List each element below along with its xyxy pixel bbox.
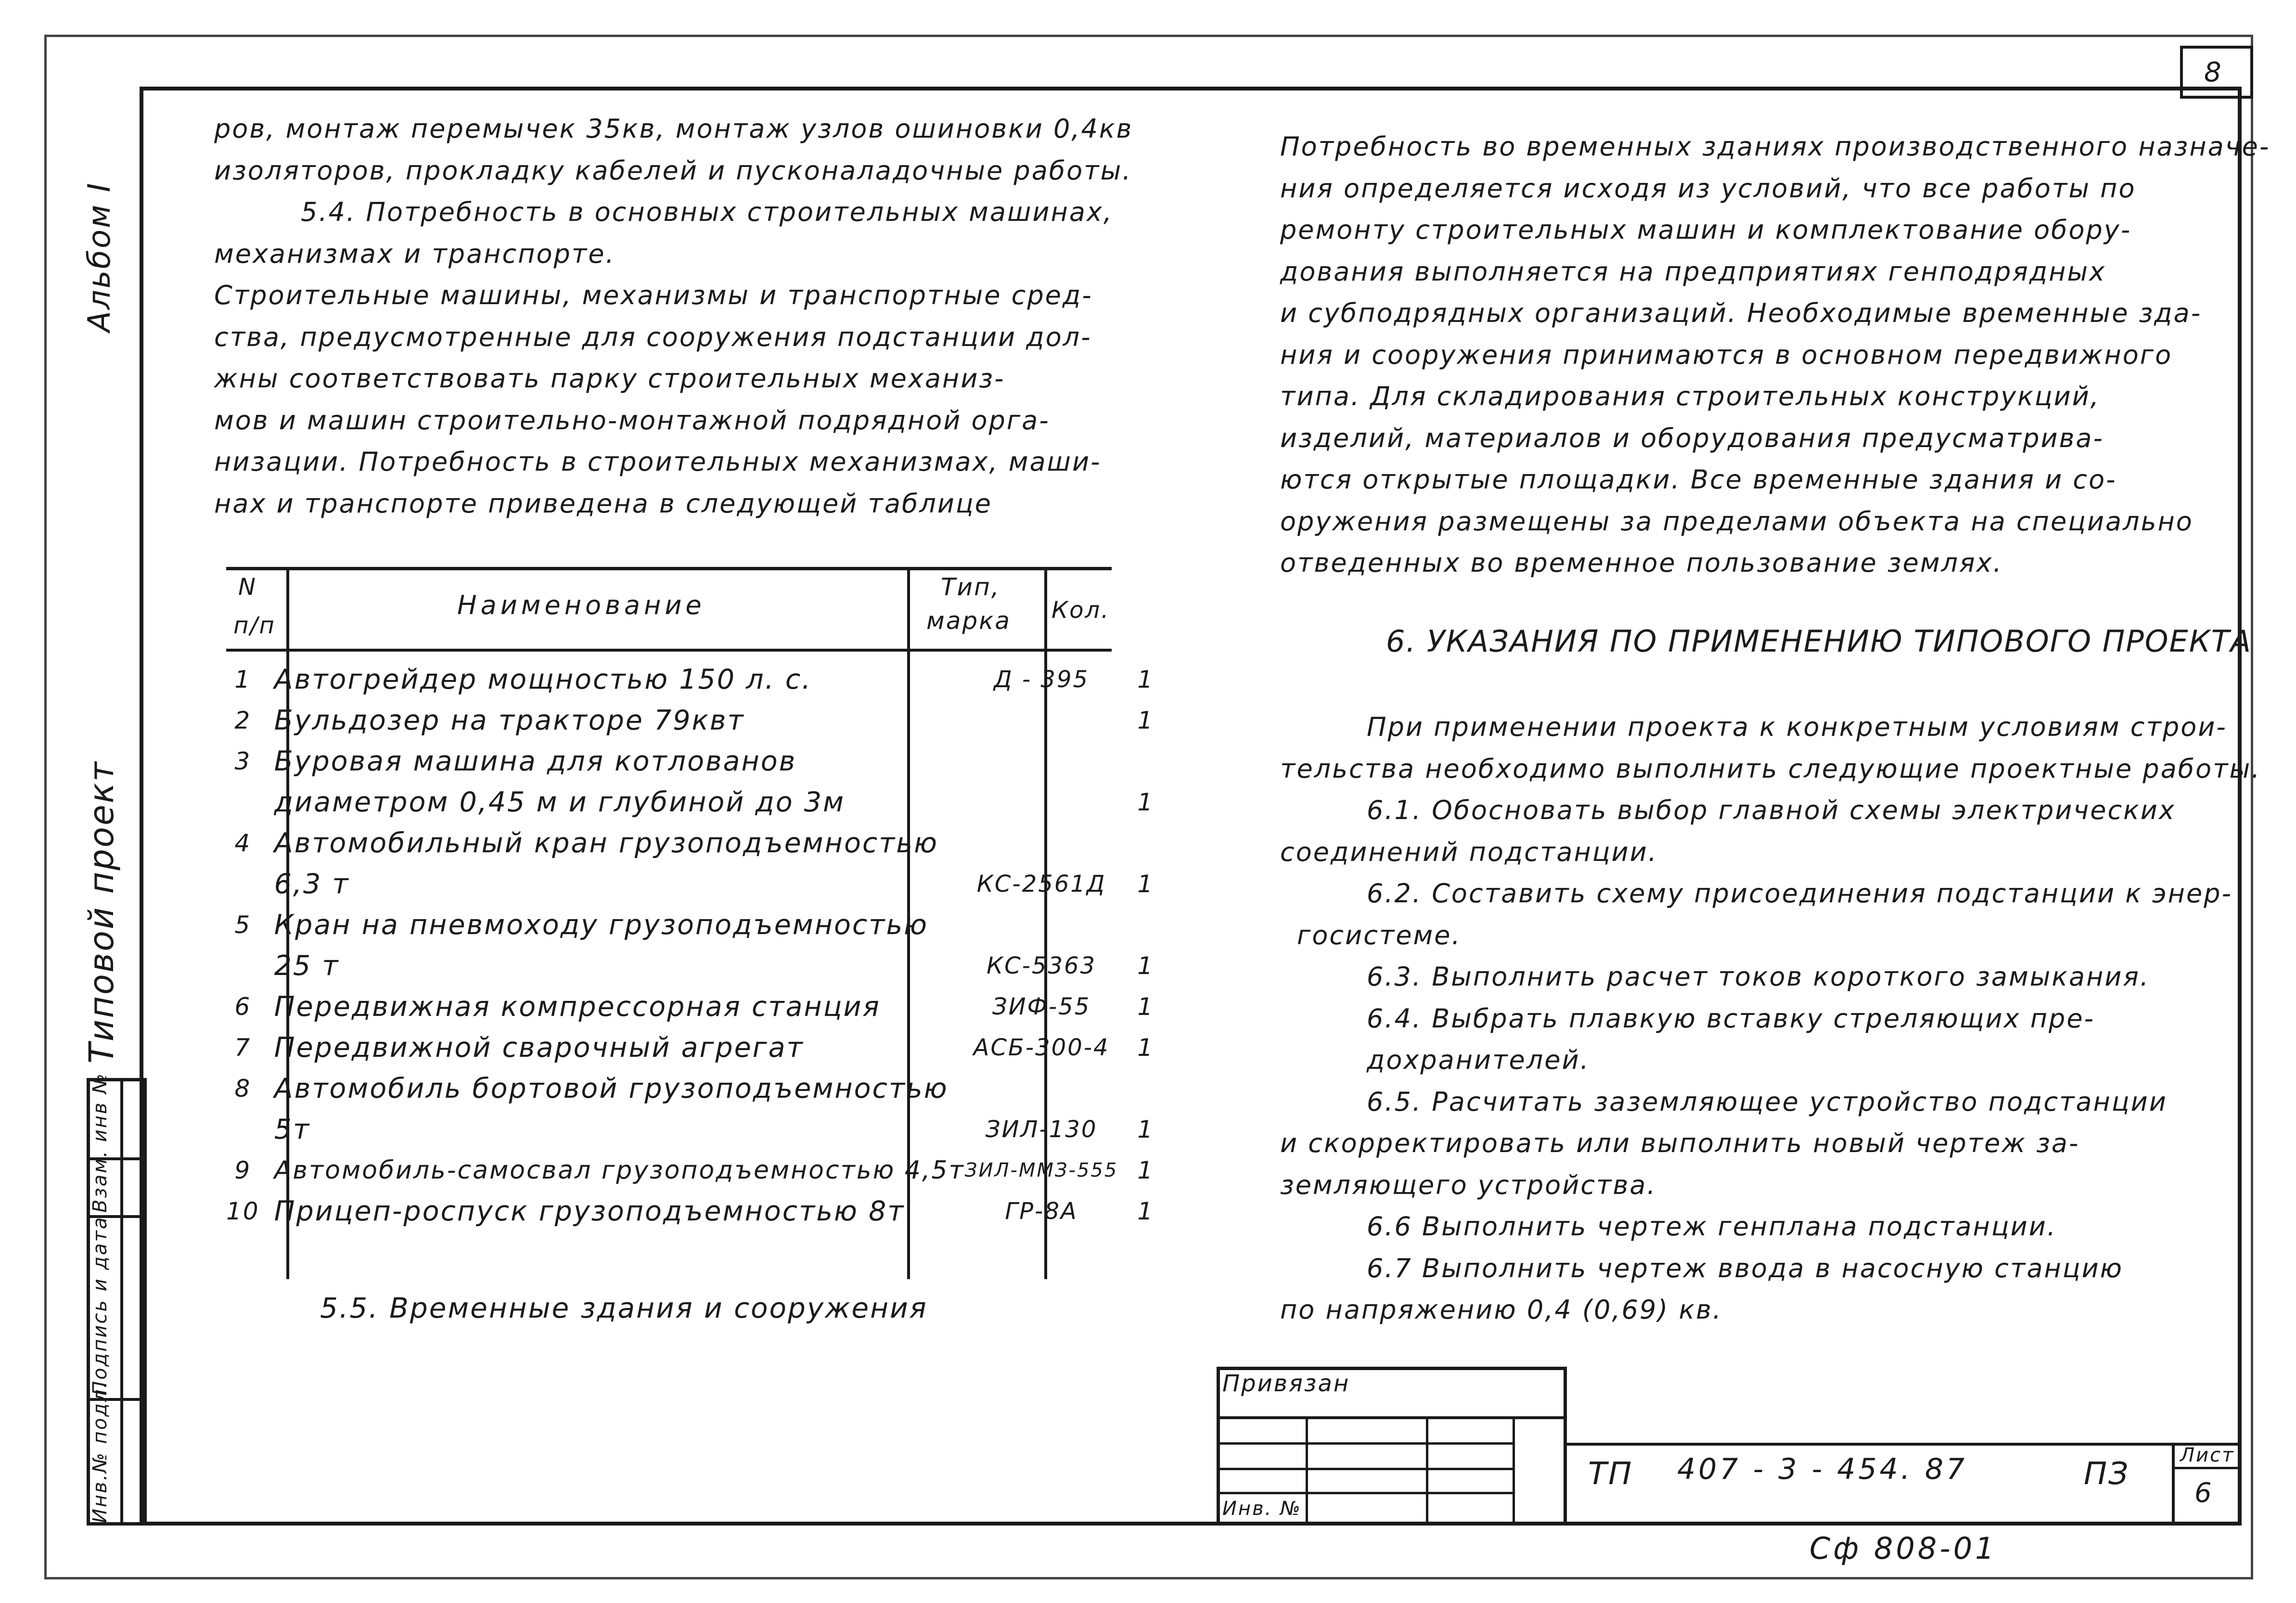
row-mark: ЗИЛ-130 — [985, 1116, 1098, 1143]
side-stamp-label-replace: Взам. инв № — [89, 1072, 111, 1213]
archive-code: Сф 808-01 — [1809, 1531, 1997, 1566]
equipment-table — [226, 659, 1154, 1232]
bound-stamp-rule — [1217, 1442, 1515, 1445]
row-qty: 1 — [1137, 706, 1154, 734]
row-mark: АСБ-300-4 — [973, 1034, 1110, 1061]
section-5-4-line: нах и транспорте приведена в следующей таблице — [214, 488, 992, 519]
temp-buildings-line: ются открытые площадки. Все временные здания и со- — [1280, 464, 2117, 495]
section-6-line: соединений подстанции. — [1280, 836, 1658, 867]
intro-line: изоляторов, прокладку кабелей и пусконаладочные работы. — [214, 155, 1132, 186]
temp-buildings-line: отведенных во временное пользование землях. — [1280, 548, 2003, 578]
row-name: Автомобильный кран грузоподъемностью — [274, 827, 938, 859]
temp-buildings-line: ния и сооружения принимаются в основном передвижного — [1280, 339, 2173, 370]
table-header-name: Наименование — [457, 590, 705, 620]
row-name: Бульдозер на тракторе 79квт — [274, 705, 745, 736]
sheet-box-divider — [2172, 1443, 2175, 1526]
row-mark — [965, 741, 1118, 782]
right-column-temp-buildings — [1280, 126, 2270, 584]
table-row — [226, 659, 1154, 700]
row-mark: КС-2561Д — [976, 871, 1106, 898]
row-name-cont: 5т — [274, 1114, 311, 1145]
table-row — [226, 823, 1154, 864]
table-row-cont — [226, 782, 1154, 823]
table-row — [226, 1068, 1154, 1109]
row-num: 8 — [234, 1075, 252, 1103]
bound-stamp-rule — [1217, 1468, 1515, 1470]
section-6-line: 6.4. Выбрать плавкую вставку стреляющих пре- — [1367, 1003, 2095, 1034]
intro-line: ров, монтаж перемычек 35кв, монтаж узлов ошиновки 0,4кв — [214, 114, 1133, 144]
row-num: 4 — [234, 829, 252, 857]
row-mark — [965, 700, 1118, 741]
row-qty: 1 — [1137, 952, 1154, 980]
title-block-top-rule — [1567, 1443, 2242, 1446]
doc-code-prefix: ТП — [1588, 1456, 1633, 1492]
section-5-5-title: 5.5. Временные здания и сооружения — [320, 1292, 928, 1324]
row-name: Автомобиль-самосвал грузоподъемностью 4,5т — [274, 1156, 965, 1185]
section-6-line: 6.3. Выполнить расчет токов короткого замыкания. — [1367, 962, 2150, 992]
table-header-qty: Кол. — [1052, 597, 1110, 624]
row-qty: 1 — [1137, 1156, 1154, 1184]
table-row — [226, 1150, 1154, 1191]
section-6-line: тельства необходимо выполнить следующие проектные работы. — [1280, 753, 2261, 784]
row-num: 6 — [234, 993, 252, 1021]
row-mark: Д - 395 — [994, 666, 1090, 693]
section-6-line: госистеме. — [1297, 920, 1462, 950]
temp-buildings-line: изделий, материалов и оборудования предусматрива- — [1280, 423, 2104, 453]
section-6-line: 6.5. Расчитать заземляющее устройство подстанции — [1367, 1086, 2168, 1117]
temp-buildings-line: и субподрядных организаций. Необходимые временные зда- — [1280, 298, 2202, 328]
temp-buildings-line: ния определяется исходя из условий, что все работы по — [1280, 173, 2136, 204]
row-num: 10 — [226, 1197, 260, 1225]
row-mark — [965, 782, 1118, 823]
section-5-4-line: Строительные машины, механизмы и транспортные сред- — [214, 280, 1093, 310]
table-row — [226, 1027, 1154, 1068]
row-qty: 1 — [1137, 993, 1154, 1021]
table-row — [226, 1191, 1154, 1232]
table-header-num-1: N — [238, 574, 257, 601]
table-row — [226, 987, 1154, 1027]
sheet-number: 6 — [2194, 1477, 2213, 1509]
page-number: 8 — [2204, 57, 2223, 88]
inv-label: Инв. № — [1222, 1498, 1302, 1520]
table-row-cont — [226, 946, 1154, 987]
table-header-mark-1: Тип, — [941, 573, 1000, 601]
section-5-4-title: механизмах и транспорте. — [214, 238, 616, 269]
row-qty: 1 — [1137, 788, 1154, 816]
row-num: 2 — [234, 706, 252, 734]
bound-label: Привязан — [1222, 1370, 1350, 1397]
section-6-line: по напряжению 0,4 (0,69) кв. — [1280, 1295, 1723, 1325]
section-5-4-line: мов и машин строительно-монтажной подрядной орга- — [214, 405, 1050, 436]
row-num: 1 — [234, 666, 252, 693]
row-qty — [1118, 741, 1154, 782]
row-num: 9 — [234, 1156, 252, 1184]
album-label: Альбом I — [82, 181, 117, 332]
section-5-4-line: низации. Потребность в строительных механизмах, маши- — [214, 447, 1102, 477]
row-qty: 1 — [1137, 1116, 1154, 1143]
row-mark: ЗИФ-55 — [992, 993, 1091, 1020]
sheet-label: Лист — [2180, 1444, 2235, 1466]
table-header-num-2: п/п — [233, 612, 276, 639]
table-row — [226, 905, 1154, 946]
table-header-rule — [226, 649, 1112, 652]
temp-buildings-line: дования выполняется на предприятиях генподрядных — [1280, 256, 2106, 287]
side-stamp-divider — [120, 1078, 123, 1526]
row-mark: ГР-8А — [1005, 1198, 1078, 1225]
left-column — [214, 108, 1133, 525]
row-name-cont: 6,3 т — [274, 868, 350, 900]
temp-buildings-line: оружения размещены за пределами объекта на специально — [1280, 506, 2193, 537]
section-6-line: 6.7 Выполнить чертеж ввода в насосную станцию — [1367, 1253, 2124, 1283]
section-6-line: и скорректировать или выполнить новый чертеж за- — [1280, 1128, 2080, 1158]
row-num: 3 — [234, 747, 252, 775]
temp-buildings-line: ремонту строительных машин и комплектование обору- — [1280, 215, 2132, 245]
section-6-line: 6.6 Выполнить чертеж генплана подстанции. — [1367, 1211, 2057, 1242]
temp-buildings-line: Потребность во временных зданиях производственного назначе- — [1280, 131, 2270, 162]
row-num: 5 — [234, 911, 252, 939]
row-name: Буровая машина для котлованов — [274, 745, 797, 777]
table-row-cont — [226, 1109, 1154, 1150]
section-6-line: При применении проекта к конкретным условиям строи- — [1367, 712, 2227, 742]
row-mark: КС-5363 — [987, 952, 1097, 979]
row-name: Кран на пневмоходу грузоподъемностью — [274, 909, 929, 941]
side-stamp-label-sign: Подпись и дата — [89, 1216, 111, 1396]
section-6-line: 6.2. Составить схему присоединения подстанции к энер- — [1367, 878, 2232, 909]
table-top-rule — [226, 567, 1112, 570]
bound-stamp-divider — [1426, 1416, 1428, 1526]
temp-buildings-line: типа. Для складирования строительных конструкций, — [1280, 381, 2100, 411]
doc-code: 407 - 3 - 454. 87 — [1677, 1452, 1968, 1486]
row-name-cont: 25 т — [274, 950, 340, 982]
bound-stamp-divider — [1306, 1416, 1308, 1526]
table-row — [226, 741, 1154, 782]
right-column-section-6 — [1280, 706, 2261, 1331]
section-5-4-line: жны соответствовать парку строительных механиз- — [214, 363, 1005, 394]
section-5-4-line: ства, предусмотренные для сооружения подстанции дол- — [214, 321, 1092, 352]
row-name: Автомобиль бортовой грузоподъемностью — [274, 1073, 949, 1104]
row-qty: 1 — [1137, 1197, 1154, 1225]
bound-stamp-divider — [1513, 1416, 1515, 1526]
row-qty: 1 — [1137, 870, 1154, 898]
row-mark: ЗИЛ-ММЗ-555 — [964, 1159, 1118, 1181]
row-name: Передвижная компрессорная станция — [274, 991, 881, 1023]
row-name: Прицеп-роспуск грузоподъемностью 8т — [274, 1195, 905, 1227]
row-name: Передвижной сварочный агрегат — [274, 1032, 804, 1064]
row-name-cont: диаметром 0,45 м и глубиной до 3м — [274, 786, 846, 818]
row-qty: 1 — [1137, 1034, 1154, 1062]
project-type-label: Типовой проект — [82, 760, 121, 1064]
section-6-line: 6.1. Обосновать выбор главной схемы электрических — [1367, 795, 2176, 825]
table-row-cont — [226, 864, 1154, 905]
section-6-line: дохранителей. — [1367, 1045, 1590, 1075]
row-qty: 1 — [1137, 666, 1154, 693]
side-stamp-label-inv: Инв.№ подл. — [89, 1380, 111, 1523]
section-6-line: земляющего устройства. — [1280, 1169, 1657, 1200]
doc-type: ПЗ — [2084, 1456, 2130, 1492]
table-header-mark-2: марка — [926, 607, 1011, 635]
section-6-title: 6. УКАЗАНИЯ ПО ПРИМЕНЕНИЮ ТИПОВОГО ПРОЕКТА — [1386, 624, 2252, 659]
row-num: 7 — [234, 1034, 252, 1062]
section-5-4-title: 5.4. Потребность в основных строительных машинах, — [301, 197, 1114, 227]
row-name: Автогрейдер мощностью 150 л. с. — [274, 664, 812, 695]
table-row — [226, 700, 1154, 741]
